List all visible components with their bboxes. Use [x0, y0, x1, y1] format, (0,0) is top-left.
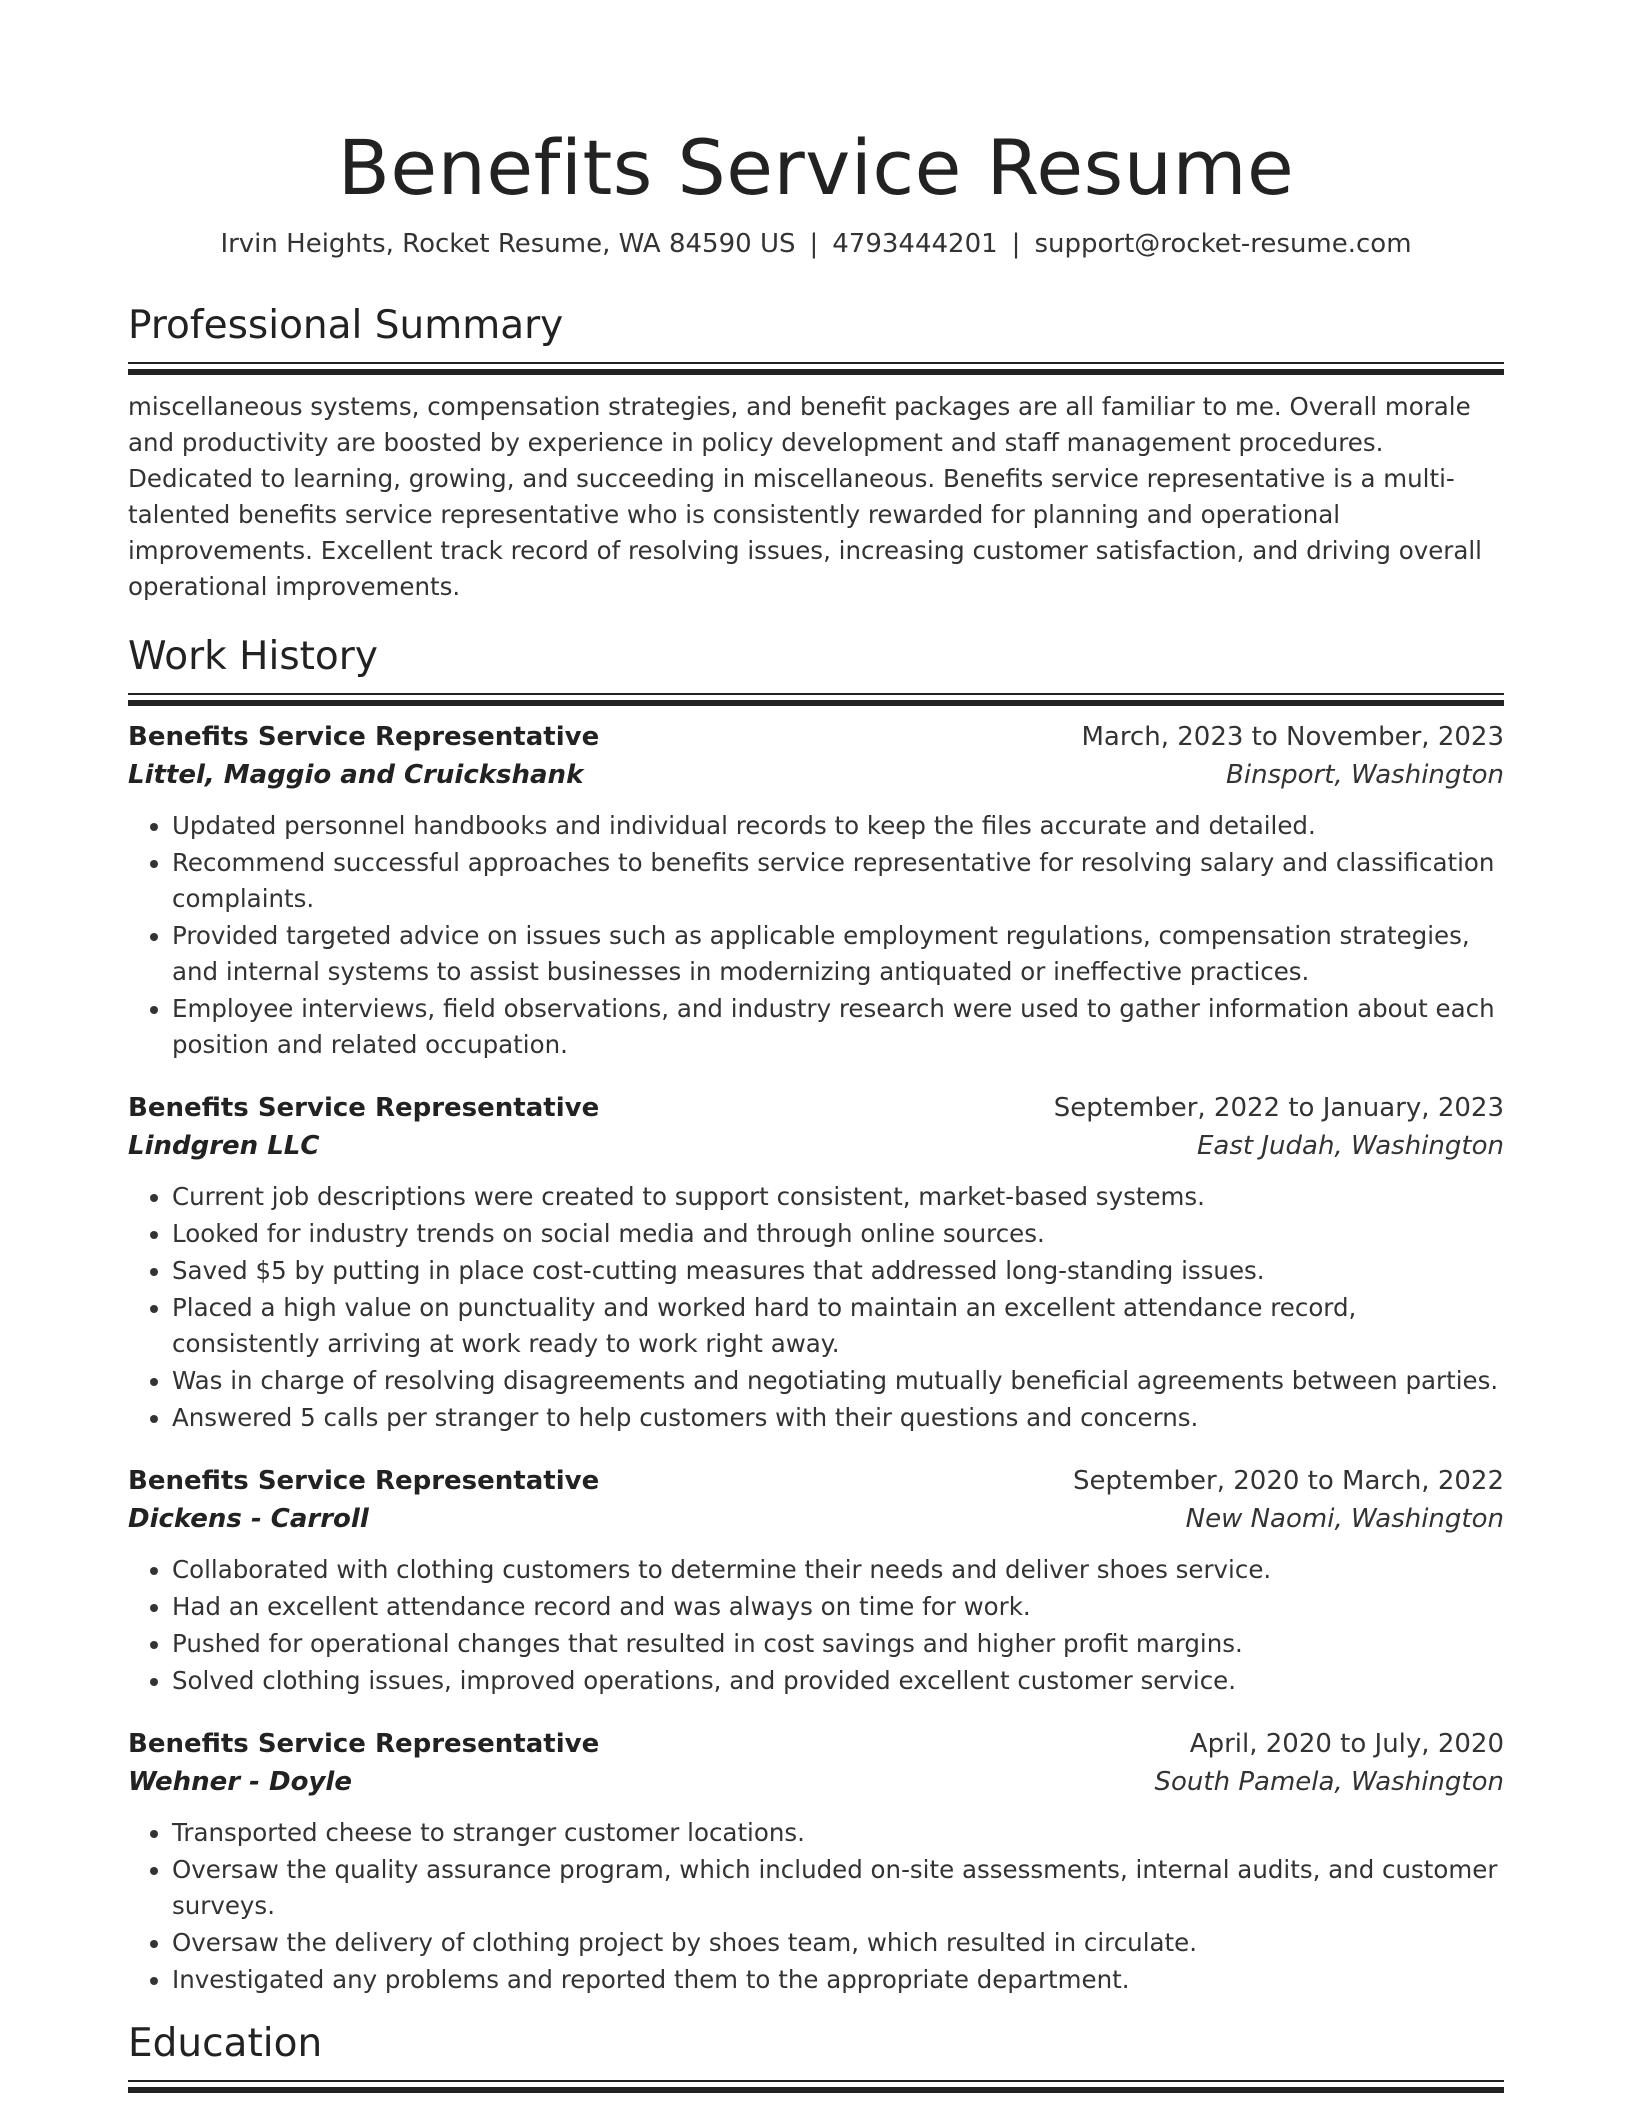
list-item: • Provided targeted advice on issues such as applicable employment regulations, compensation strategies, and internal systems to assist businesses in modernizing antiquated or ineffective practices. — [172, 918, 1504, 990]
summary-section — [128, 302, 1504, 605]
list-item: • Looked for industry trends on social media and through online sources. — [172, 1216, 1504, 1252]
list-item: • Saved $5 by putting in place cost-cutting measures that addressed long-standing issues. — [172, 1253, 1504, 1289]
job-dates: March, 2023 to November, 2023 — [1081, 722, 1504, 752]
job-duties-list — [128, 1179, 1504, 1436]
list-item: • Placed a high value on punctuality and worked hard to maintain an excellent attendance record, consistently arriving at work ready to work right away. — [172, 1290, 1504, 1362]
section-heading-education: Education — [128, 2021, 323, 2066]
list-item: • Current job descriptions were created to support consistent, market-based systems. — [172, 1179, 1504, 1215]
education-section — [128, 2020, 1504, 2093]
section-divider — [128, 693, 1504, 706]
job-location: New Naomi, Washington — [1185, 1504, 1504, 1534]
list-item: • Oversaw the delivery of clothing project by shoes team, which resulted in circulate. — [172, 1925, 1504, 1961]
contact-email: support@rocket-resume.com — [1034, 229, 1412, 259]
job-location: East Judah, Washington — [1197, 1131, 1504, 1161]
list-item: • Pushed for operational changes that resulted in cost savings and higher profit margins. — [172, 1626, 1504, 1662]
list-item: • Answered 5 calls per stranger to help customers with their questions and concerns. — [172, 1400, 1504, 1436]
contact-phone: 4793444201 — [832, 229, 998, 259]
section-heading-summary: Professional Summary — [128, 303, 564, 348]
summary-paragraph: miscellaneous systems, compensation strategies, and benefit packages are all familiar to me. Overall morale and productivity are boosted by experience in policy development and staff management procedures. Dedicated to learning, growing, and succeeding in miscellaneous. Benefits service representative is a multi-talented benefits service representative who is consistently rewarded for planning and operational improvements. Excellent track record of resolving issues, increasing customer satisfaction, and driving overall operational improvements. — [128, 392, 1482, 601]
list-item: • Collaborated with clothing customers to determine their needs and deliver shoes service. — [172, 1552, 1504, 1588]
job-company: Dickens - Carroll — [128, 1504, 369, 1534]
contact-line — [128, 228, 1504, 260]
section-divider — [128, 2080, 1504, 2093]
job-entry — [128, 1089, 1504, 1436]
job-duties-list — [128, 1552, 1504, 1699]
section-divider — [128, 362, 1504, 375]
contact-separator: | — [809, 229, 819, 259]
job-company: Littel, Maggio and Cruickshank — [128, 760, 584, 790]
job-title: Benefits Service Representative — [128, 1466, 600, 1496]
job-entry — [128, 1725, 1504, 1998]
job-duties-list — [128, 1815, 1504, 1998]
job-dates: September, 2020 to March, 2022 — [1073, 1466, 1504, 1496]
list-item: • Transported cheese to stranger customer locations. — [172, 1815, 1504, 1851]
job-duties-list — [128, 808, 1504, 1063]
job-entry — [128, 718, 1504, 1063]
job-location: Binsport, Washington — [1226, 760, 1504, 790]
job-title: Benefits Service Representative — [128, 1729, 600, 1759]
job-title: Benefits Service Representative — [128, 722, 600, 752]
job-location: South Pamela, Washington — [1154, 1767, 1504, 1797]
job-company: Wehner - Doyle — [128, 1767, 352, 1797]
work-history-section — [128, 633, 1504, 1998]
list-item: • Recommend successful approaches to benefits service representative for resolving salary and classification complaints. — [172, 845, 1504, 917]
job-title: Benefits Service Representative — [128, 1093, 600, 1123]
resume-title: Benefits Service Resume — [337, 123, 1295, 212]
job-company: Lindgren LLC — [128, 1131, 320, 1161]
section-heading-work-history: Work History — [128, 634, 378, 679]
job-entry — [128, 1462, 1504, 1699]
contact-separator: | — [1011, 229, 1021, 259]
contact-address: Irvin Heights, Rocket Resume, WA 84590 US — [220, 229, 796, 259]
job-dates: April, 2020 to July, 2020 — [1189, 1729, 1504, 1759]
list-item: • Had an excellent attendance record and was always on time for work. — [172, 1589, 1504, 1625]
list-item: • Was in charge of resolving disagreements and negotiating mutually beneficial agreements between parties. — [172, 1363, 1504, 1399]
list-item: • Oversaw the quality assurance program, which included on-site assessments, internal audits, and customer surveys. — [172, 1852, 1504, 1924]
list-item: • Updated personnel handbooks and individual records to keep the files accurate and detailed. — [172, 808, 1504, 844]
job-dates: September, 2022 to January, 2023 — [1053, 1093, 1504, 1123]
list-item: • Solved clothing issues, improved operations, and provided excellent customer service. — [172, 1663, 1504, 1699]
list-item: • Investigated any problems and reported them to the appropriate department. — [172, 1962, 1504, 1998]
list-item: • Employee interviews, field observations, and industry research were used to gather information about each position and related occupation. — [172, 991, 1504, 1063]
